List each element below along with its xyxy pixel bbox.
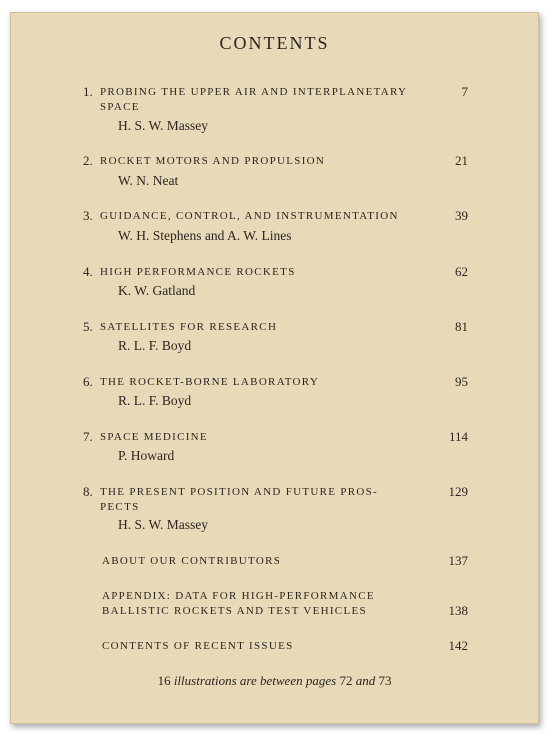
chapter-title-line: PECTS (100, 501, 140, 513)
chapter-page: 7 (461, 84, 468, 99)
chapter-number: 4. (83, 264, 93, 279)
extra-title: CONTENTS OF RECENT ISSUES (102, 640, 294, 652)
chapter-title (100, 85, 450, 115)
illustrations-note (11, 673, 538, 689)
page-title: CONTENTS (219, 33, 330, 53)
extra-title-line: BALLISTIC ROCKETS AND TEST VEHICLES (102, 605, 367, 617)
book-page (10, 12, 539, 724)
illustrations-count: 16 (157, 673, 171, 688)
extra-title: ABOUT OUR CONTRIBUTORS (102, 555, 282, 567)
chapter-page: 114 (448, 429, 468, 444)
note-page-b: 73 (378, 673, 392, 688)
chapter-title: HIGH PERFORMANCE ROCKETS (100, 266, 296, 278)
chapter-title-line: THE PRESENT POSITION AND FUTURE PROS- (100, 486, 379, 498)
chapter-author: W. N. Neat (118, 173, 179, 188)
note-text: and (352, 673, 379, 688)
extra-page: 138 (448, 603, 468, 618)
chapter-title (100, 485, 450, 515)
chapter-author: R. L. F. Boyd (118, 338, 192, 353)
chapter-author: R. L. F. Boyd (118, 393, 192, 408)
chapter-author: W. H. Stephens and A. W. Lines (118, 228, 292, 243)
chapter-number: 8. (83, 484, 93, 499)
chapter-number: 1. (83, 84, 93, 99)
chapter-number: 3. (83, 208, 93, 223)
extra-title-line: APPENDIX: DATA FOR HIGH-PERFORMANCE (102, 590, 375, 602)
chapter-title: THE ROCKET-BORNE LABORATORY (100, 376, 320, 388)
chapter-title-line: SPACE (100, 101, 140, 113)
chapter-title: SPACE MEDICINE (100, 431, 208, 443)
chapter-number: 2. (83, 153, 93, 168)
chapter-page: 129 (448, 484, 468, 499)
chapter-page: 39 (455, 208, 468, 223)
chapter-author: P. Howard (118, 448, 175, 463)
chapter-title-line: PROBING THE UPPER AIR AND INTERPLANETARY (100, 86, 408, 98)
chapter-author: K. W. Gatland (118, 283, 196, 298)
chapter-number: 7. (83, 429, 93, 444)
chapter-number: 5. (83, 319, 93, 334)
note-page-a: 72 (339, 673, 353, 688)
chapter-page: 81 (455, 319, 468, 334)
chapter-author: H. S. W. Massey (118, 517, 209, 532)
extra-page: 137 (448, 553, 468, 568)
note-text: illustrations are between pages (170, 673, 340, 688)
chapter-page: 21 (455, 153, 468, 168)
chapter-number: 6. (83, 374, 93, 389)
chapter-page: 62 (455, 264, 468, 279)
chapter-author: H. S. W. Massey (118, 118, 209, 133)
extra-page: 142 (448, 638, 468, 653)
chapter-title: ROCKET MOTORS AND PROPULSION (100, 155, 326, 167)
chapter-page: 95 (455, 374, 468, 389)
chapter-title: GUIDANCE, CONTROL, AND INSTRUMENTATION (100, 210, 399, 222)
chapter-title: SATELLITES FOR RESEARCH (100, 321, 278, 333)
